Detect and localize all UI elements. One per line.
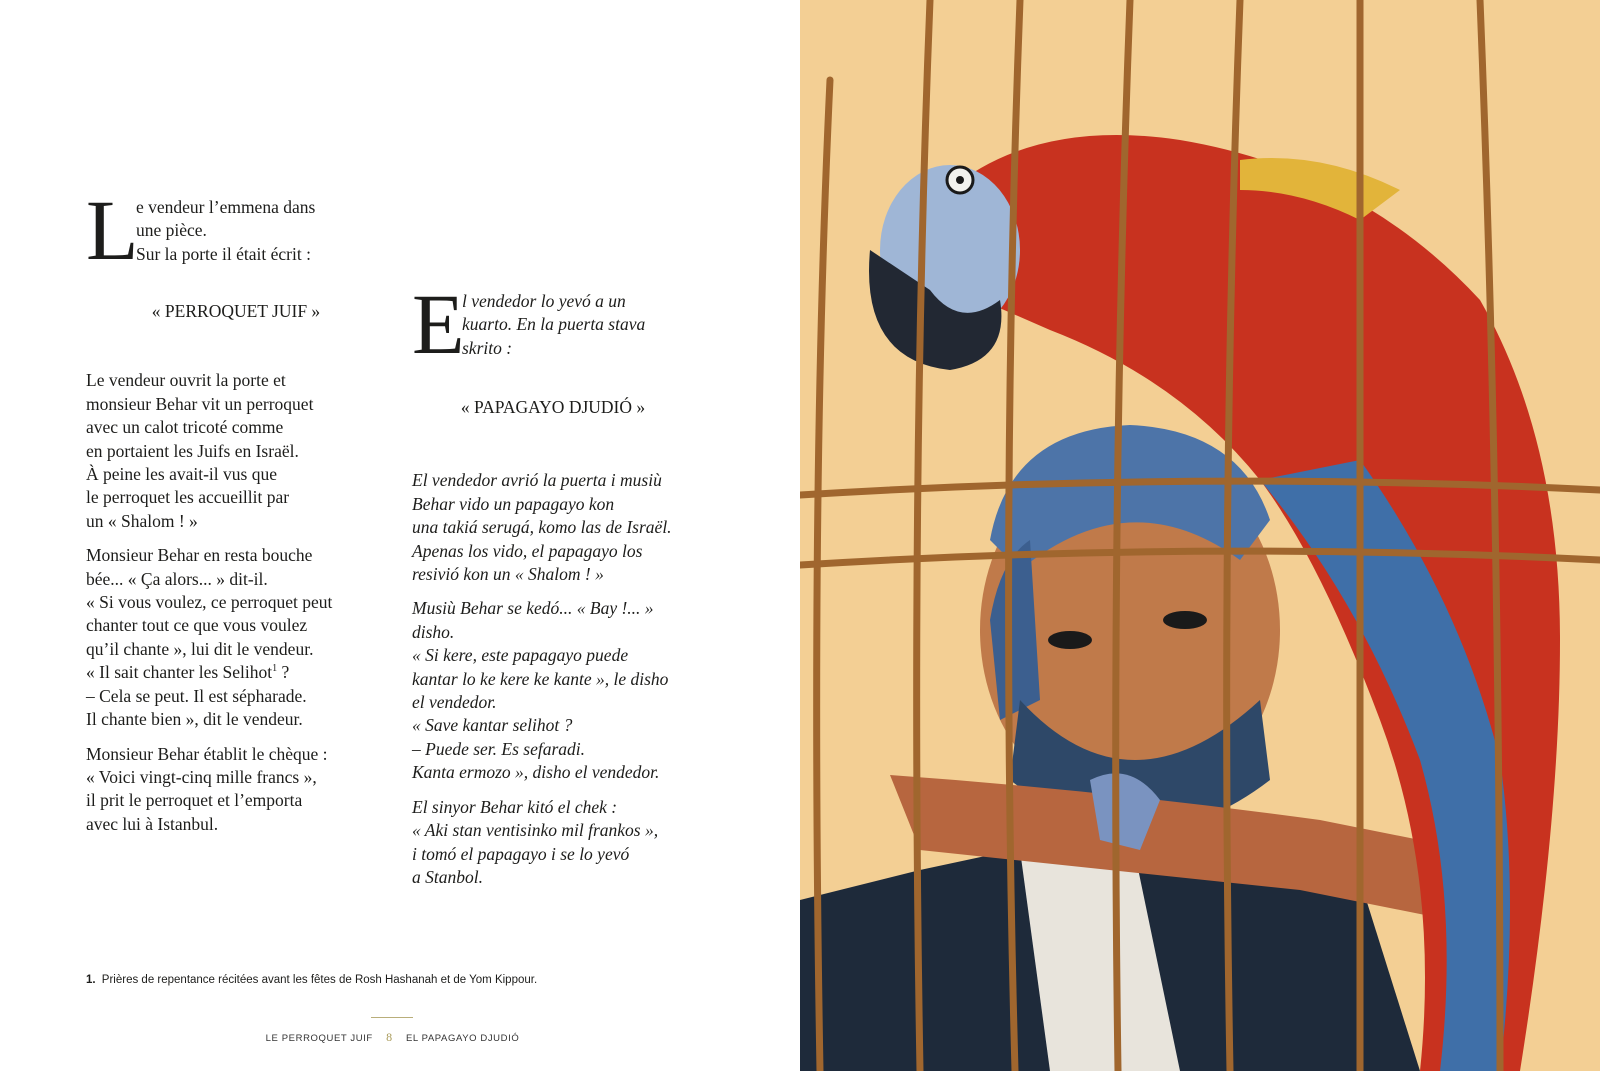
text-line: « Voici vingt-cinq mille francs », (86, 766, 317, 787)
text-line: kantar lo ke kere ke kante », le disho (412, 668, 669, 689)
footnote-text: Prières de repentance récitées avant les fêtes de Rosh Hashanah et de Yom Kippour. (101, 974, 538, 986)
ladino-dropcap: E (412, 276, 465, 372)
running-footer (0, 1030, 785, 1045)
french-column (86, 182, 386, 847)
text-line: avec lui à Istanbul. (86, 813, 219, 834)
text-line: disho. (412, 621, 455, 642)
text-line: a Stanbol. (412, 866, 483, 887)
text-line: le perroquet les accueillit par (86, 487, 290, 508)
french-dropcap: L (86, 182, 139, 278)
french-intro-line: une pièce. (136, 220, 207, 241)
text-line: El sinyor Behar kitó el chek : (412, 796, 618, 817)
text-line: chanter tout ce que vous voulez (86, 615, 308, 636)
french-paragraph-3 (86, 743, 386, 837)
footer-title-ladino: EL PAPAGAYO DJUDIÓ (405, 1033, 520, 1044)
text-line: bée... « Ça alors... » dit-il. (86, 568, 268, 589)
footnote-reference[interactable]: 1 (272, 663, 278, 675)
left-eye-shape (1048, 631, 1092, 649)
text-line: Musiù Behar se kedó... « Bay !... » (412, 598, 654, 619)
right-eye-shape (1163, 611, 1207, 629)
parrot-in-cage-illustration (800, 0, 1600, 1071)
text-line: Kanta ermozo », disho el vendedor. (412, 762, 660, 783)
ladino-column (412, 276, 712, 900)
text-line: Monsieur Behar établit le chèque : (86, 743, 328, 764)
text-line: El vendedor avrió la puerta i musiù (412, 470, 662, 491)
text-line: i tomó el papagayo i se lo yevó (412, 843, 630, 864)
text-line: Il chante bien », dit le vendeur. (86, 709, 303, 730)
ladino-paragraph-1 (412, 469, 712, 586)
ladino-intro-line: kuarto. En la puerta stava (462, 314, 646, 335)
text-line: avec un calot tricoté comme (86, 417, 284, 438)
french-intro-line: Sur la porte il était écrit : (136, 243, 311, 264)
text-line: un « Shalom ! » (86, 510, 198, 531)
text-line: en portaient les Juifs en Israël. (86, 440, 299, 461)
text-segment: « Il sait chanter les Selihot (86, 662, 273, 683)
text-line: el vendedor. (412, 692, 497, 713)
french-intro (86, 182, 386, 278)
ladino-heading: « PAPAGAYO DJUDIÓ » (460, 397, 646, 417)
text-line: qu’il chante », lui dit le vendeur. (86, 638, 314, 659)
text-line: Monsieur Behar en resta bouche (86, 545, 313, 566)
ladino-intro-line: skrito : (462, 337, 513, 358)
text-line: « Save kantar selihot ? (412, 715, 573, 736)
text-line: Apenas los vido, el papagayo los (412, 540, 643, 561)
french-heading: « PERROQUET JUIF » (151, 301, 321, 321)
illustration-svg (800, 0, 1600, 1071)
text-line: una takiá serugá, komo las de Israël. (412, 517, 672, 538)
ladino-intro-line: l vendedor lo yevó a un (462, 291, 626, 311)
text-line: – Cela se peut. Il est sépharade. (86, 685, 307, 706)
parrot-pupil-shape (956, 176, 964, 184)
text-line: – Puede ser. Es sefaradi. (412, 738, 586, 759)
ladino-intro (412, 276, 712, 372)
text-line: Le vendeur ouvrit la porte et (86, 370, 286, 391)
footnote-number: 1. (86, 974, 96, 986)
text-line (86, 661, 386, 684)
text-segment: ? (277, 662, 290, 683)
french-paragraph-2 (86, 544, 386, 731)
footnote (86, 974, 537, 986)
ladino-paragraph-3 (412, 796, 712, 890)
text-line: À peine les avait-il vus que (86, 464, 277, 485)
text-line: « Aki stan ventisinko mil frankos », (412, 820, 659, 841)
text-line: Behar vido un papagayo kon (412, 493, 615, 514)
folio-rule (371, 1017, 413, 1018)
french-intro-line: e vendeur l’emmena dans (136, 197, 316, 217)
page-number: 8 (386, 1030, 393, 1044)
french-paragraph-1 (86, 369, 386, 533)
text-line: resivió kon un « Shalom ! » (412, 564, 604, 585)
text-line: monsieur Behar vit un perroquet (86, 393, 314, 414)
text-line: « Si vous voulez, ce perroquet peut (86, 592, 333, 613)
ladino-paragraph-2 (412, 597, 712, 784)
footer-title-french: LE PERROQUET JUIF (265, 1033, 373, 1044)
text-line: « Si kere, este papagayo puede (412, 645, 629, 666)
text-line: il prit le perroquet et l’emporta (86, 790, 303, 811)
